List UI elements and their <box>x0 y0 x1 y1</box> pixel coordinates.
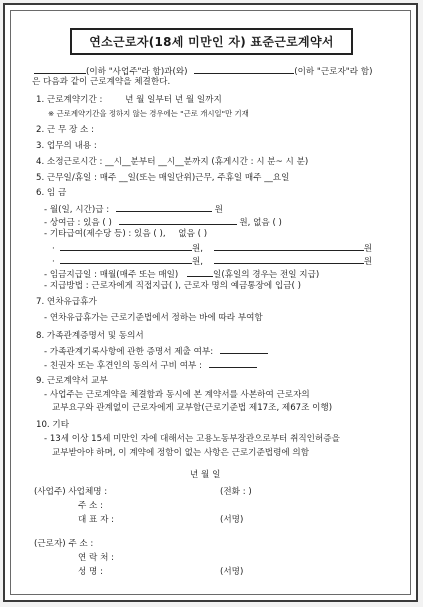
employer-signature: (서명) <box>220 515 244 525</box>
contract-delivery-line-2: 교부요구와 관계없이 근로자에게 교부함(근로기준법 제17조, 제67조 이행) <box>52 403 333 413</box>
employer-phone: (전화 : ) <box>220 487 252 497</box>
wage-label: - 월(일, 시간)급 : <box>44 205 110 215</box>
bonus-none: 원, 없음 ( ) <box>239 218 282 228</box>
other-pay-won-1b: 원 <box>363 244 373 254</box>
payday-label: - 임금지급일 : 매월(매주 또는 매일) <box>44 270 179 280</box>
employer-address-label: 주 소 : <box>78 501 103 511</box>
worker-address-label: (근로자) 주 소 : <box>34 539 94 549</box>
other-terms-label: 10. 기타 <box>36 420 70 430</box>
family-cert-text: - 가족관계기록사항에 관한 증명서 제출 여부: <box>44 347 214 357</box>
other-pay-detail-row-1: · 원, 원 <box>52 244 373 254</box>
job-description-row: 3. 업무의 내용 : <box>36 141 97 151</box>
employer-name-blank <box>34 65 86 74</box>
contract-period-label: 1. 근로계약기간 : <box>36 95 103 105</box>
bonus-label: - 상여금 : 있음 ( ) <box>44 218 112 228</box>
guardian-consent-text: - 친권자 또는 후견인의 동의서 구비 여부 : <box>44 361 202 371</box>
other-pay-won-2b: 원 <box>363 257 373 267</box>
other-pay-item-blank-1 <box>60 242 192 251</box>
family-cert-blank <box>220 345 268 354</box>
employer-rep-label: 대 표 자 : <box>78 515 114 525</box>
worker-contact-label: 연 락 처 : <box>78 553 114 563</box>
workdays-holidays-row: 5. 근무일/휴일 : 매주 __일(또는 매일단위)근무, 주휴일 매주 __요일 <box>36 173 290 183</box>
contract-delivery-line-1: - 사업주는 근로계약을 체결함과 동시에 본 계약서를 사본하여 근로자의 <box>44 390 310 400</box>
intro-line-2: 은 다음과 같이 근로계약을 체결한다. <box>32 77 171 87</box>
contract-period-value: 년 월 일부터 년 월 일까지 <box>125 95 222 105</box>
worker-name-row <box>78 567 244 578</box>
employer-company-row <box>34 487 252 498</box>
annual-leave-text: - 연차유급휴가는 근로기준법에서 정하는 바에 따라 부여함 <box>44 313 263 323</box>
worker-name-label: 성 명 : <box>78 567 103 577</box>
family-cert-label: 8. 가족관계증명서 및 동의서 <box>36 331 144 341</box>
payday-note: 일(휴일의 경우는 전일 지급) <box>213 270 320 280</box>
other-pay-won-1a: 원, <box>192 244 204 254</box>
bonus-amount-blank <box>119 216 237 225</box>
worker-signature: (서명) <box>220 567 244 577</box>
other-terms-line-1: - 13세 이상 15세 미만인 자에 대해서는 고용노동부장관으로부터 취직인허증을 <box>44 434 340 444</box>
worker-name-blank <box>194 65 294 74</box>
bonus-row <box>44 216 282 229</box>
other-pay-detail-row-2: · 원, 원 <box>52 257 373 267</box>
payment-method-row: - 지급방법 : 근로자에게 직접지급( ), 근로자 명의 예금통장에 입금( ) <box>44 281 301 291</box>
guardian-consent-row <box>44 359 257 372</box>
other-pay-row <box>44 229 207 240</box>
intro-employer-text: (이하 "사업주"라 함)과(와) <box>86 67 188 77</box>
family-cert-row <box>44 345 268 358</box>
wage-amount-blank <box>116 203 212 212</box>
wage-row <box>44 203 223 216</box>
payday-blank <box>187 268 213 277</box>
employer-rep-row <box>78 515 244 526</box>
other-pay-label: - 기타급여(제수당 등) : 있음 ( ), <box>44 229 166 239</box>
other-pay-none: 없음 ( ) <box>178 229 208 239</box>
other-pay-item-blank-2 <box>214 242 364 251</box>
workplace-row: 2. 근 무 장 소 : <box>36 125 94 135</box>
wage-won: 원 <box>214 205 223 215</box>
other-terms-line-2: 교부받아야 하며, 이 계약에 정함이 없는 사항은 근로기준법령에 의함 <box>52 448 310 458</box>
document-title: 연소근로자(18세 미만인 자) 표준근로계약서 <box>70 28 353 55</box>
employer-company-label: (사업주) 사업체명 : <box>34 487 108 497</box>
contract-date: 년 월 일 <box>190 470 221 480</box>
intro-worker-text: (이하 "근로자"라 함) <box>294 67 373 77</box>
wage-section-label: 6. 임 금 <box>36 188 67 198</box>
contract-period-row <box>36 95 222 106</box>
contract-delivery-label: 9. 근로계약서 교부 <box>36 376 108 386</box>
other-pay-item-blank-3 <box>60 255 192 264</box>
working-hours-row: 4. 소정근로시간 : __시__분부터 __시__분까지 (휴게시간 : 시 분~ 시 분) <box>36 157 309 167</box>
other-pay-item-blank-4 <box>214 255 364 264</box>
contract-period-note: ※ 근로계약기간을 정하지 않는 경우에는 "근로 개시일"만 기재 <box>48 109 249 118</box>
annual-leave-label: 7. 연차유급휴가 <box>36 297 97 307</box>
other-pay-won-2a: 원, <box>192 257 204 267</box>
payday-row <box>44 268 319 281</box>
guardian-consent-blank <box>209 359 257 368</box>
